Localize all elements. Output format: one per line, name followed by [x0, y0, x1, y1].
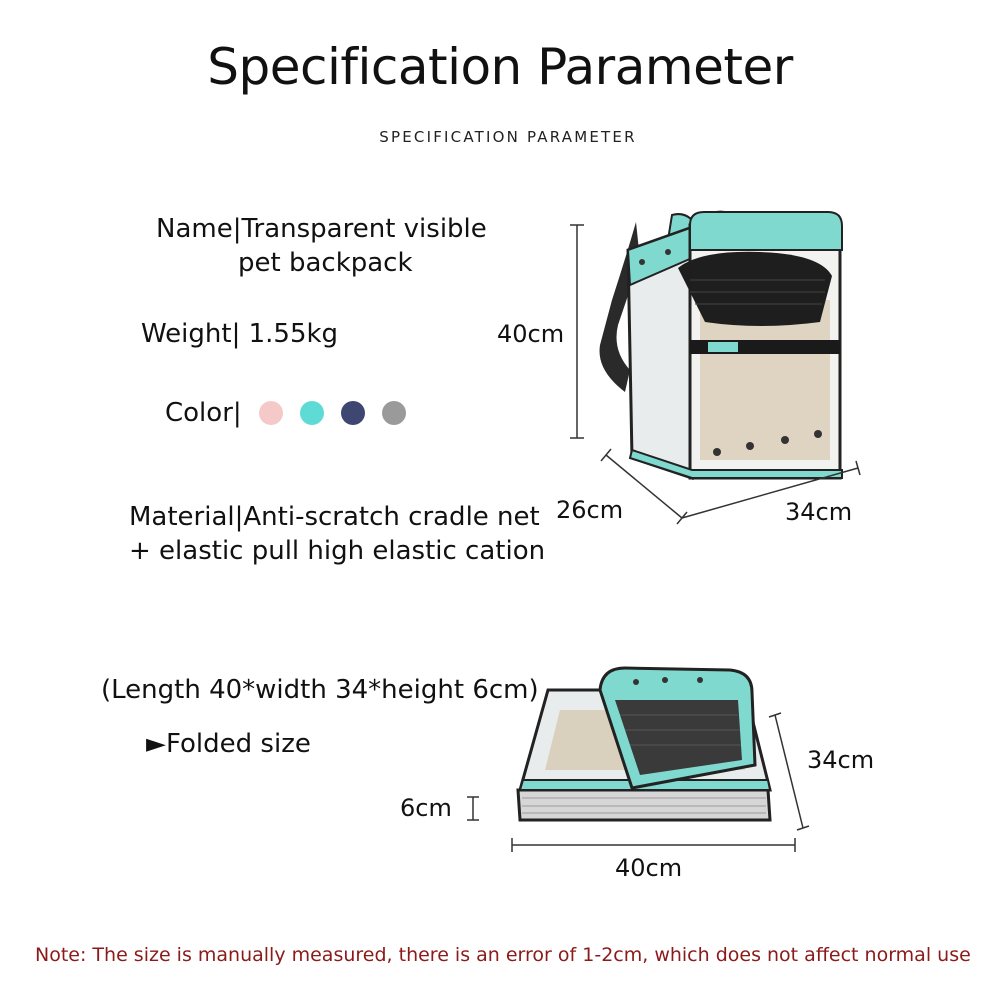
folded-thickness-label: 6cm: [400, 794, 452, 822]
spec-name-line2: pet backpack: [238, 248, 413, 278]
backpack-image: [600, 212, 842, 478]
spec-material-line2: + elastic pull high elastic cation: [129, 536, 546, 566]
spec-weight: Weight| 1.55kg: [141, 319, 339, 349]
folded-dimensions-text: (Length 40*width 34*height 6cm): [101, 675, 539, 705]
spec-name-line1: Name|Transparent visible: [156, 214, 487, 244]
folded-size-label: ►Folded size: [146, 729, 311, 759]
folded-width-label: 34cm: [807, 746, 875, 774]
spec-color-label: Color|: [165, 398, 242, 428]
folded-length-label: 40cm: [615, 854, 683, 882]
backpack-height-label: 40cm: [497, 320, 565, 348]
folded-carrier-image: [518, 668, 770, 820]
spec-material-line1: Material|Anti-scratch cradle net: [129, 502, 540, 532]
backpack-depth-label: 26cm: [556, 496, 624, 524]
page-title: Specification Parameter: [207, 38, 793, 96]
measurement-note: Note: The size is manually measured, there is an error of 1-2cm, which does not affect normal use: [35, 944, 971, 966]
backpack-width-label: 34cm: [785, 498, 853, 526]
page-subtitle: SPECIFICATION PARAMETER: [379, 128, 637, 146]
